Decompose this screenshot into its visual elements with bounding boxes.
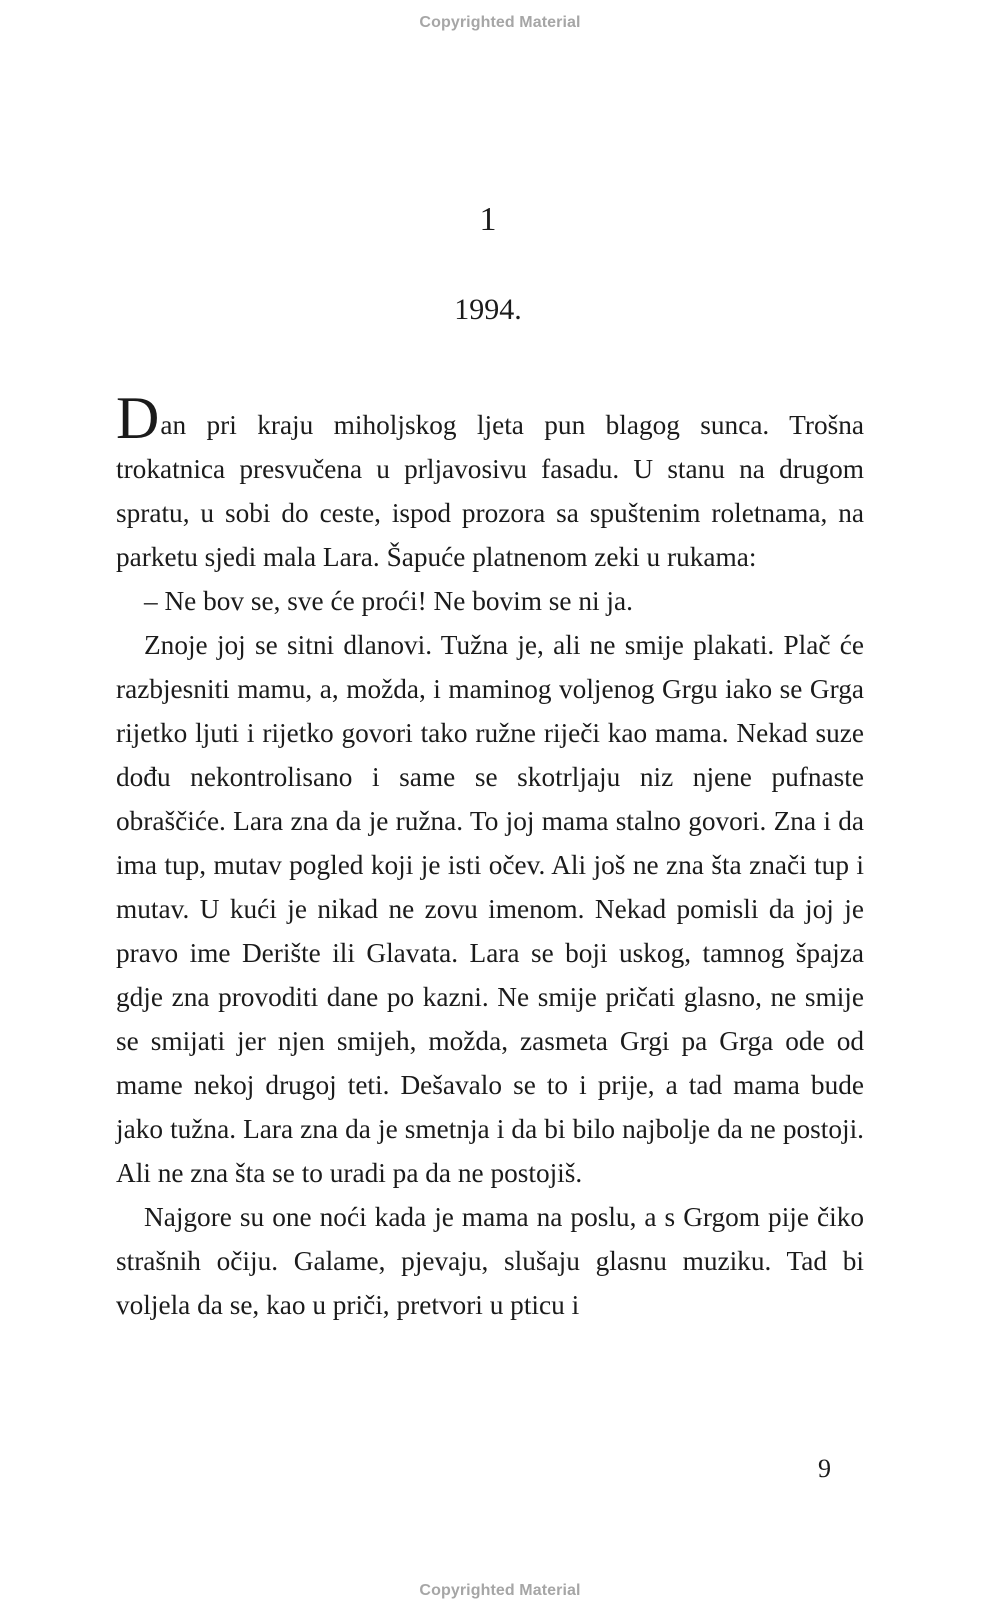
page-number: 9 bbox=[818, 1454, 831, 1483]
chapter-number: 1 bbox=[479, 201, 497, 238]
paragraph: Najgore su one noći kada je mama na poslu, a s Grgom pije čiko strašnih očiju. Galame, pjevaju, slušaju glasnu muziku. Tad bi voljela da se, kao u priči, pretvori u pticu i bbox=[116, 1202, 864, 1320]
copyright-watermark-bottom: Copyrighted Material bbox=[419, 1582, 581, 1599]
chapter-title: 1994. bbox=[454, 293, 522, 326]
paragraph bbox=[116, 385, 864, 579]
body-text bbox=[116, 385, 864, 1327]
drop-cap: D bbox=[116, 385, 160, 451]
copyright-watermark-top: Copyrighted Material bbox=[419, 14, 581, 31]
paragraph-text: an pri kraju miholjskog ljeta pun blagog sunca. Trošna trokatnica presvučena u prljavosivu fasadu. U stanu na drugom spratu, u sobi do ceste, ispod prozora sa spuštenim roletnama, na parketu sjedi mala Lara. Šapuće platnenom zeki u rukama: bbox=[116, 410, 864, 572]
dialogue-line: – Ne bov se, sve će proći! Ne bovim se ni ja. bbox=[144, 586, 633, 616]
paragraph: Znoje joj se sitni dlanovi. Tužna je, ali ne smije plakati. Plač će razbjesniti mamu, a, možda, i maminog voljenog Grgu iako se Grga rijetko ljuti i rijetko govori tako ružne riječi kao mama. Nekad suze dođu nekontrolisano i same se skotrljaju niz njene pufnaste obraščiće. Lara zna da je ružna. To joj mama stalno govori. Zna i da ima tup, mutav pogled koji je isti očev. Ali još ne zna šta znači tup i mutav. U kući je nikad ne zovu imenom. Nekad pomisli da joj je pravo ime Derište ili Glavata. Lara se boji uskog, tamnog špajza gdje zna provoditi dane po kazni. Ne smije pričati glasno, ne smije se smijati jer njen smijeh, možda, zasmeta Grgi pa Grga ode od mame nekoj drugoj teti. Dešavalo se to i prije, a tad mama bude jako tužna. Lara zna da je smetnja i da bi bilo najbolje da ne postoji. Ali ne zna šta se to uradi pa da ne postojiš. bbox=[116, 630, 864, 1188]
